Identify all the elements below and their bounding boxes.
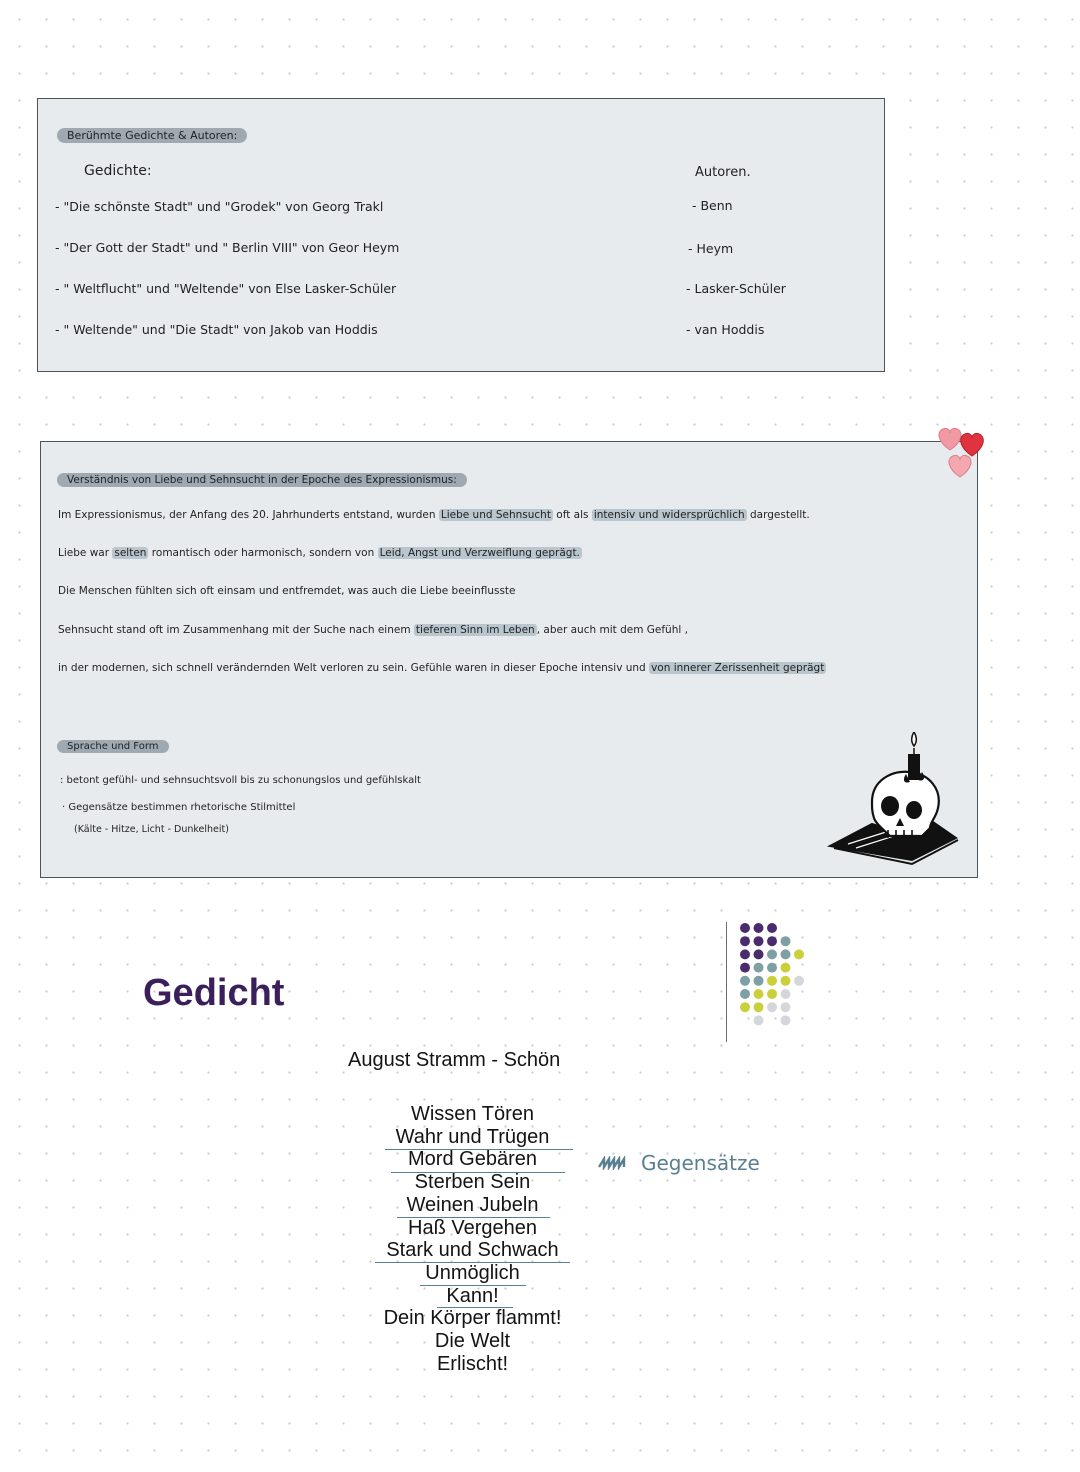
decorative-dot [781,963,791,973]
poem-line: Mord Gebären [408,1148,537,1171]
poem-line: Die Welt [434,1330,511,1353]
highlight-selten: selten [114,547,147,559]
skull-candle-book-icon [826,732,962,868]
poem-line: Haß Vergehen [408,1216,537,1239]
decorative-dot [740,976,750,986]
legend-label: Gegensätze [641,1151,760,1175]
love-paragraph-line-3: Die Menschen fühlten sich oft einsam und entfremdet, was auch die Liebe beeinflusste [58,585,516,597]
love-paragraph-line-5 [58,662,826,674]
poem-line: Weinen Jubeln [406,1193,539,1216]
decorative-dot [767,976,777,986]
decorative-dot [781,989,791,999]
love-heading: Verständnis von Liebe und Sehnsucht in der Epoche des Expressionismus: [57,473,467,487]
poem-line: Sterben Sein [414,1171,531,1194]
decorative-dot [754,963,764,973]
famous-heading: Berühmte Gedichte & Autoren: [57,128,247,143]
form-heading: Sprache und Form [57,740,169,753]
poem-entry-lasker-schueler: - " Weltflucht" und "Weltende" von Else Lasker-Schüler [55,281,397,296]
author-van-hoddis: - van Hoddis [686,322,765,337]
text: Sehnsucht stand oft im Zusammenhang mit der Suche nach einem [58,624,414,636]
decorative-dot [740,936,750,946]
decorative-dot [794,976,804,986]
hearts-icon [932,424,990,480]
poem-text [330,1103,615,1375]
poem-line: Wahr und Trügen [395,1125,550,1148]
form-item-3: (Kälte - Hitze, Licht - Dunkelheit) [74,824,229,835]
decorative-dot [740,963,750,973]
poem-section-title: Gedicht [143,972,285,1014]
text: Liebe war [58,547,113,559]
poem-entry-van-hoddis: - " Weltende" und "Die Stadt" von Jakob van Hoddis [55,322,378,337]
love-paragraph-line-4 [58,624,688,636]
decorative-dot [754,976,764,986]
contrast-underline [437,1307,513,1308]
decorative-dot [754,989,764,999]
decorative-dot [781,976,791,986]
authors-label: Autoren. [695,165,751,180]
text: romantisch oder harmonisch, sondern von [148,547,378,559]
decorative-dot [740,923,750,933]
highlight-intensiv: intensiv und widersprüchlich [593,509,745,521]
decorative-dot [754,949,764,959]
decorative-dot [767,963,777,973]
decorative-dot [767,1002,777,1012]
form-item-1: : betont gefühl- und sehnsuchtsvoll bis zu schonungslos und gefühlskalt [60,775,421,786]
decorative-dot [794,949,804,959]
decorative-dot [754,1015,764,1025]
text: Im Expressionismus, der Anfang des 20. Jahrhunderts entstand, wurden [58,509,439,521]
contrast-underline [385,1149,573,1150]
contrast-underline [420,1285,526,1286]
poem-line: Wissen Tören [410,1103,534,1125]
decorative-dot [754,923,764,933]
poem-line: Unmöglich [425,1261,520,1284]
decorative-dot [740,989,750,999]
decorative-dot [781,936,791,946]
decorative-dot [740,949,750,959]
decorative-dot [767,936,777,946]
poem-line: Dein Körper flammt! [383,1307,562,1330]
decorative-dot [767,949,777,959]
poem-entry-heym: - "Der Gott der Stadt" und " Berlin VIII" von Geor Heym [55,240,400,255]
contrast-underline [397,1217,550,1218]
highlight-zerissenheit: von innerer Zerissenheit geprägt [651,662,825,674]
scribble-legend-icon [598,1156,628,1170]
decorative-dot [767,923,777,933]
decorative-dot [740,1002,750,1012]
decorative-dot [781,1015,791,1025]
highlight-liebe-sehnsucht: Liebe und Sehnsucht [440,509,551,521]
author-lasker-schueler: - Lasker-Schüler [686,281,786,296]
text: dargestellt. [746,509,810,521]
love-paragraph-line-1 [58,509,810,521]
poem-line: Erlischt! [436,1352,509,1375]
poem-entry-trakl: - "Die schönste Stadt" und "Grodek" von Georg Trakl [55,199,384,214]
poem-author-title: August Stramm - Schön [348,1049,561,1071]
author-heym: - Heym [688,241,734,256]
highlight-leid-angst: Leid, Angst und Verzweiflung geprägt. [379,547,580,559]
decorative-dot [754,936,764,946]
poem-line: Kann! [446,1284,499,1307]
decorative-dot [781,1002,791,1012]
form-item-2: · Gegensätze bestimmen rhetorische Stilmittel [62,802,296,813]
poem-line: Stark und Schwach [386,1239,559,1262]
contrast-underline [391,1172,565,1173]
love-paragraph-line-2 [58,547,582,559]
decorative-dots-icon [736,920,808,1028]
decorative-dot [754,1002,764,1012]
divider [726,922,727,1042]
text: in der modernen, sich schnell verändernden Welt verloren zu sein. Gefühle waren in dieser Epoche intensiv und [58,662,650,674]
decorative-dot [781,949,791,959]
decorative-dot [767,989,777,999]
text: , aber auch mit dem Gefühl , [536,624,688,636]
contrast-underline [375,1262,570,1263]
poems-label: Gedichte: [84,163,152,179]
text: oft als [552,509,592,521]
highlight-tieferen-sinn: tieferen Sinn im Leben [415,624,535,636]
author-benn: - Benn [692,198,733,213]
